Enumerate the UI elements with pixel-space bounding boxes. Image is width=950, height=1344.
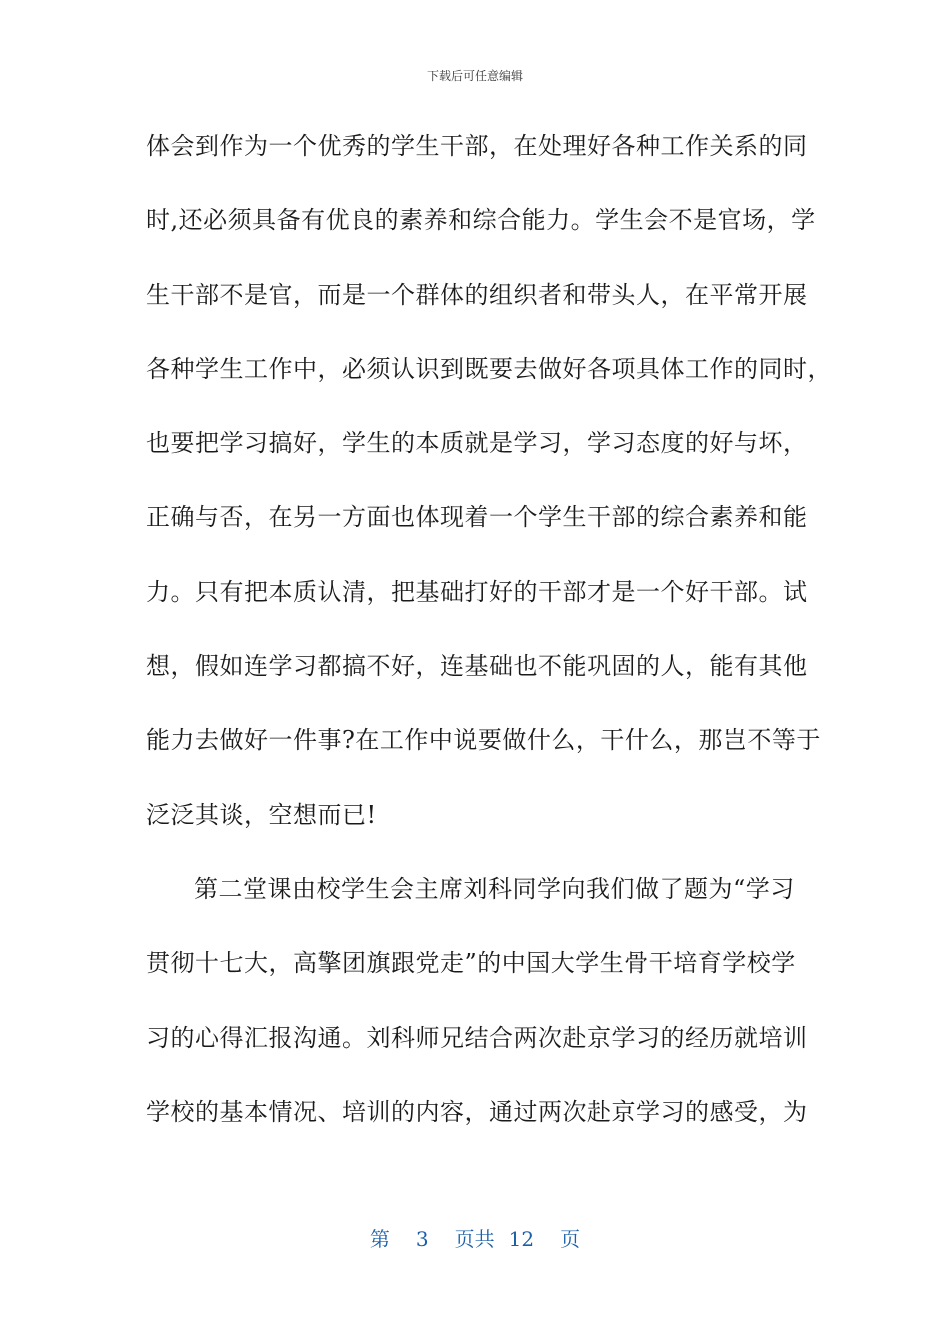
text-line: 泛泛其谈，空想而已! xyxy=(146,800,377,829)
text-line: 力。只有把本质认清，把基础打好的干部才是一个好干部。试 xyxy=(146,577,808,606)
text-line: 时,还必须具备有优良的素养和综合能力。学生会不是官场，学 xyxy=(146,206,816,235)
text-line: 各种学生工作中，必须认识到既要去做好各项具体工作的同时， xyxy=(146,354,832,383)
text-line: 贯彻十七大，高擎团旗跟党走”的中国大学生骨干培育学校学 xyxy=(146,949,796,978)
text-line: 生干部不是官，而是一个群体的组织者和带头人，在平常开展 xyxy=(146,280,808,309)
footer-total-pages: 12 xyxy=(508,1227,535,1251)
text-line: 也要把学习搞好，学生的本质就是学习，学习态度的好与坏， xyxy=(146,429,808,458)
footer-current-page: 3 xyxy=(415,1227,429,1251)
footer-middle: 页共 xyxy=(454,1227,495,1251)
text-line: 习的心得汇报沟通。刘科师兄结合两次赴京学习的经历就培训 xyxy=(146,1023,808,1052)
page-footer xyxy=(0,1226,950,1252)
paragraph-start-line: 第二堂课由校学生会主席刘科同学向我们做了题为“学习 xyxy=(194,874,795,903)
page-header-note: 下载后可任意编辑 xyxy=(426,69,523,83)
text-line: 想，假如连学习都搞不好，连基础也不能巩固的人，能有其他 xyxy=(146,652,808,681)
text-line: 学校的基本情况、培训的内容，通过两次赴京学习的感受，为 xyxy=(146,1097,808,1126)
text-line: 正确与否，在另一方面也体现着一个学生干部的综合素养和能 xyxy=(146,503,808,532)
footer-suffix: 页 xyxy=(560,1227,581,1251)
text-line: 能力去做好一件事?在工作中说要做什么，干什么，那岂不等于 xyxy=(146,726,821,755)
text-line: 体会到作为一个优秀的学生干部，在处理好各种工作关系的同 xyxy=(146,132,808,160)
footer-prefix: 第 xyxy=(369,1227,390,1251)
body-text xyxy=(146,120,832,1160)
